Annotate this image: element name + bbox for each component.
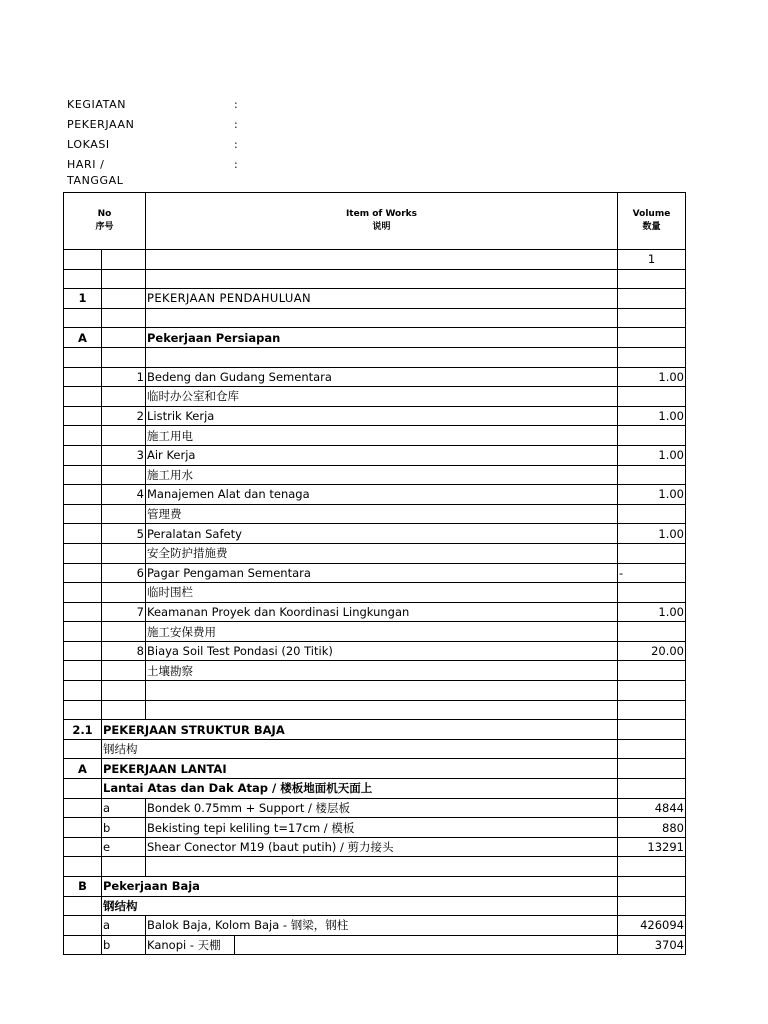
item-desc-cn: 临时围栏 xyxy=(146,583,618,603)
section-title-cn: 钢结构 xyxy=(102,896,618,916)
item-row xyxy=(64,406,686,426)
subsection-row-a xyxy=(64,759,686,779)
item-row xyxy=(64,445,686,465)
table-row xyxy=(64,308,686,328)
item-no: 4 xyxy=(102,485,146,505)
column-header-volume-label: Volume xyxy=(632,209,671,219)
item-volume: 3704 xyxy=(618,935,686,955)
item-cn-row xyxy=(64,504,686,524)
item-volume: 1.00 xyxy=(618,602,686,622)
item-no: 8 xyxy=(102,641,146,661)
column-header-no-cn: 序号 xyxy=(95,222,114,232)
column-header-item xyxy=(146,193,618,250)
section-code: A xyxy=(64,759,102,779)
header-colon: : xyxy=(234,98,238,111)
item-desc-cn: 土壤勘察 xyxy=(146,661,618,681)
item-cn-row xyxy=(64,387,686,407)
section-code: 1 xyxy=(64,289,102,309)
section-title: Pekerjaan Baja xyxy=(102,877,618,897)
item-cn-row xyxy=(64,583,686,603)
item-desc: Balok Baja, Kolom Baja - 钢梁，钢柱 xyxy=(146,916,618,936)
item-volume: 13291 xyxy=(618,837,686,857)
item-cn-row xyxy=(64,543,686,563)
subsection-subtitle-row xyxy=(64,779,686,799)
item-no: 3 xyxy=(102,445,146,465)
header-colon: : xyxy=(234,138,238,151)
item-desc: Manajemen Alat dan tenaga xyxy=(146,485,618,505)
item-desc: Shear Conector M19 (baut putih) / 剪力接头 xyxy=(146,837,618,857)
table-row xyxy=(64,269,686,289)
item-cn-row xyxy=(64,661,686,681)
header-label: HARI / TANGGAL xyxy=(67,158,124,187)
section-title: PEKERJAAN LANTAI xyxy=(102,759,618,779)
index-volume-cell: 1 xyxy=(618,250,686,270)
item-volume: 20.00 xyxy=(618,641,686,661)
works-table xyxy=(63,192,686,955)
item-desc-cn: 管理费 xyxy=(146,504,618,524)
item-row xyxy=(64,798,686,818)
header-label: LOKASI xyxy=(67,138,110,151)
section-code: B xyxy=(64,877,102,897)
item-row xyxy=(64,563,686,583)
item-desc: Bondek 0.75mm + Support / 楼层板 xyxy=(146,798,618,818)
item-no: 5 xyxy=(102,524,146,544)
item-no: 6 xyxy=(102,563,146,583)
item-desc: Biaya Soil Test Pondasi (20 Titik) xyxy=(146,641,618,661)
item-row xyxy=(64,916,686,936)
item-no: e xyxy=(102,837,146,857)
section-code: A xyxy=(64,328,102,348)
item-row xyxy=(64,367,686,387)
table-row xyxy=(64,347,686,367)
item-volume: 1.00 xyxy=(618,485,686,505)
item-volume: 1.00 xyxy=(618,524,686,544)
subsection-row-b xyxy=(64,877,686,897)
item-volume: 1.00 xyxy=(618,406,686,426)
section-code: 2.1 xyxy=(64,720,102,740)
item-row xyxy=(64,485,686,505)
section-title: PEKERJAAN STRUKTUR BAJA xyxy=(102,720,618,740)
column-header-item-label: Item of Works xyxy=(345,209,418,219)
item-desc-cell xyxy=(146,935,618,955)
column-header-volume-cn: 数量 xyxy=(642,222,661,232)
item-volume: 4844 xyxy=(618,798,686,818)
item-desc-cn: 施工用电 xyxy=(146,426,618,446)
item-desc: Peralatan Safety xyxy=(146,524,618,544)
item-cn-row xyxy=(64,465,686,485)
item-desc: Keamanan Proyek dan Koordinasi Lingkungan xyxy=(146,602,618,622)
item-desc: Air Kerja xyxy=(146,445,618,465)
item-no: 1 xyxy=(102,367,146,387)
table-header-row xyxy=(64,193,686,250)
item-desc-cn: 临时办公室和仓库 xyxy=(146,387,618,407)
header-colon: : xyxy=(234,158,238,171)
section-cn-row xyxy=(64,896,686,916)
table-row xyxy=(64,250,686,270)
column-header-item-cn: 说明 xyxy=(372,222,391,232)
column-header-no-label: No xyxy=(97,209,112,219)
section-row-a xyxy=(64,328,686,348)
item-desc-cn: 施工安保费用 xyxy=(146,622,618,642)
header-colon: : xyxy=(234,118,238,131)
item-desc: Kanopi - 天棚 xyxy=(147,938,221,953)
column-header-no xyxy=(64,193,146,250)
table-row xyxy=(64,700,686,720)
item-volume: - xyxy=(618,563,686,583)
item-desc-cn: 施工用水 xyxy=(146,465,618,485)
section-title: PEKERJAAN PENDAHULUAN xyxy=(146,289,618,309)
item-row xyxy=(64,602,686,622)
item-row xyxy=(64,935,686,955)
section-row-2-1 xyxy=(64,720,686,740)
item-no: a xyxy=(102,798,146,818)
item-desc: Bedeng dan Gudang Sementara xyxy=(146,367,618,387)
item-no: a xyxy=(102,916,146,936)
item-desc-cn: 安全防护措施费 xyxy=(146,543,618,563)
item-no: 2 xyxy=(102,406,146,426)
cell-divider xyxy=(234,936,235,956)
item-no: b xyxy=(102,935,146,955)
section-cn-row xyxy=(64,739,686,759)
item-volume: 426094 xyxy=(618,916,686,936)
item-desc: Listrik Kerja xyxy=(146,406,618,426)
item-no: 7 xyxy=(102,602,146,622)
item-volume: 880 xyxy=(618,818,686,838)
section-title: Pekerjaan Persiapan xyxy=(146,328,618,348)
table-row xyxy=(64,857,686,877)
item-cn-row xyxy=(64,426,686,446)
section-row-1 xyxy=(64,289,686,309)
header-label: KEGIATAN xyxy=(67,98,127,111)
item-no: b xyxy=(102,818,146,838)
item-desc: Pagar Pengaman Sementara xyxy=(146,563,618,583)
section-title-cn: 钢结构 xyxy=(102,739,618,759)
item-row xyxy=(64,524,686,544)
item-cn-row xyxy=(64,622,686,642)
item-row xyxy=(64,837,686,857)
table-row xyxy=(64,681,686,701)
item-volume: 1.00 xyxy=(618,367,686,387)
header-label: PEKERJAAN xyxy=(67,118,135,131)
item-desc: Bekisting tepi keliling t=17cm / 模板 xyxy=(146,818,618,838)
section-subtitle: Lantai Atas dan Dak Atap / 楼板地面机天面上 xyxy=(102,779,618,799)
item-volume: 1.00 xyxy=(618,445,686,465)
item-row xyxy=(64,641,686,661)
item-row xyxy=(64,818,686,838)
column-header-volume xyxy=(618,193,686,250)
